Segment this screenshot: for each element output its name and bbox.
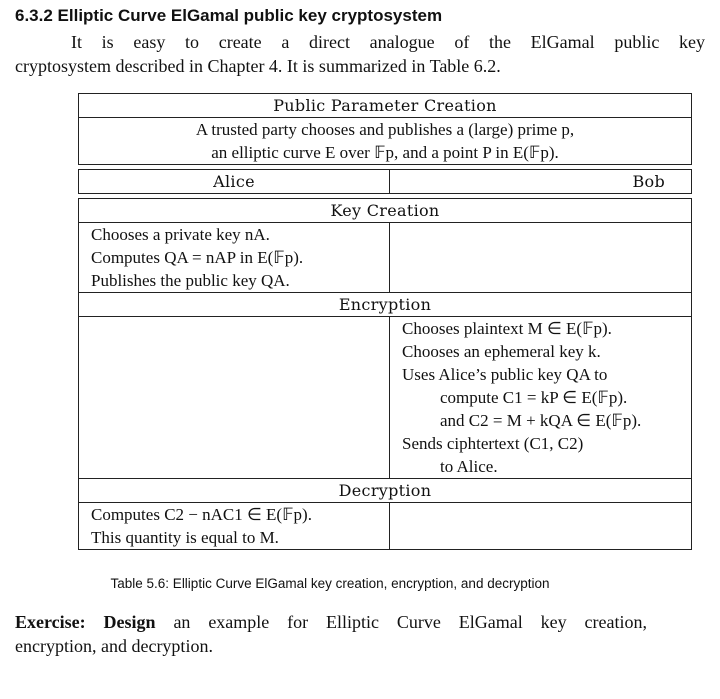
encryption-line: compute C1 = kP ∈ E(𝔽p). xyxy=(440,388,628,407)
encryption-bob-cell xyxy=(390,317,691,478)
table-caption: Table 5.6: Elliptic Curve ElGamal key creation, encryption, and decryption xyxy=(110,576,550,591)
encryption-title: Encryption xyxy=(79,293,691,317)
intro-paragraph xyxy=(15,30,705,78)
decryption-line: This quantity is equal to M. xyxy=(91,528,279,547)
decryption-title: Decryption xyxy=(79,479,691,503)
decryption-block xyxy=(78,479,692,550)
public-parameter-block xyxy=(78,93,692,165)
exercise-bold-word: Design xyxy=(103,612,156,632)
bob-header: Bob xyxy=(632,172,665,191)
section-heading: 6.3.2 Elliptic Curve ElGamal public key cryptosystem xyxy=(15,6,443,25)
exercise-paragraph xyxy=(15,610,647,658)
public-parameter-line-2: an elliptic curve E over 𝔽p, and a point P in E(𝔽p). xyxy=(211,143,559,162)
encryption-line: Uses Alice’s public key QA to xyxy=(402,365,608,384)
key-creation-alice-cell xyxy=(79,223,390,292)
key-creation-line: Chooses a private key nA. xyxy=(91,225,270,244)
key-creation-bob-cell xyxy=(390,223,691,292)
exercise-line-1 xyxy=(15,610,647,634)
intro-line-1: It is easy to create a direct analogue of the ElGamal public key xyxy=(71,32,705,52)
decryption-bob-cell xyxy=(390,503,691,549)
alice-header: Alice xyxy=(79,170,390,193)
elgamal-table xyxy=(78,93,692,550)
encryption-line: Chooses an ephemeral key k. xyxy=(402,342,601,361)
exercise-line-2: encryption, and decryption. xyxy=(15,636,213,656)
key-creation-title: Key Creation xyxy=(79,199,691,223)
encryption-line: to Alice. xyxy=(440,457,498,476)
public-parameter-line-1: A trusted party chooses and publishes a (large) prime p, xyxy=(195,120,575,139)
encryption-block xyxy=(78,293,692,479)
encryption-line: and C2 = M + kQA ∈ E(𝔽p). xyxy=(440,411,642,430)
encryption-line: Sends ciphtertext (C1, C2) xyxy=(402,434,584,453)
exercise-label: Exercise: xyxy=(15,612,86,632)
key-creation-line: Computes QA = nAP in E(𝔽p). xyxy=(91,248,304,267)
exercise-rest: an example for Elliptic Curve ElGamal key creation, xyxy=(173,612,648,632)
key-creation-block xyxy=(78,198,692,293)
encryption-alice-cell xyxy=(79,317,390,478)
party-header-row xyxy=(78,169,692,194)
intro-line-2: cryptosystem described in Chapter 4. It is summarized in Table 6.2. xyxy=(15,56,501,76)
public-parameter-title: Public Parameter Creation xyxy=(79,94,691,118)
decryption-line: Computes C2 − nAC1 ∈ E(𝔽p). xyxy=(91,505,312,524)
encryption-line: Chooses plaintext M ∈ E(𝔽p). xyxy=(402,319,612,338)
key-creation-line: Publishes the public key QA. xyxy=(91,271,290,290)
decryption-alice-cell xyxy=(79,503,390,549)
